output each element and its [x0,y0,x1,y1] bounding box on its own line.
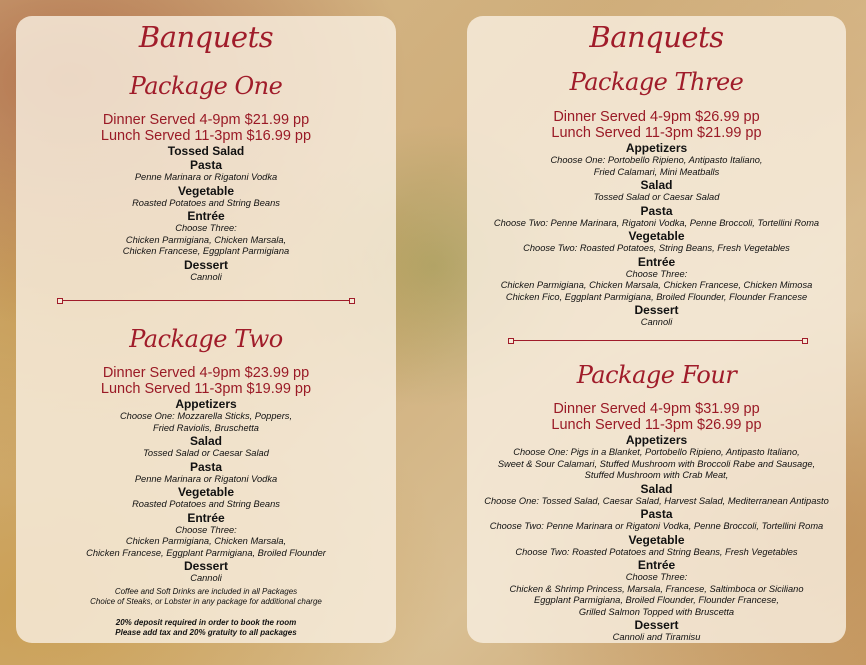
course-detail: Chicken Francese, Eggplant Parmigiana, Broiled Flounder [86,547,326,558]
course-heading: Entrée [187,209,225,223]
package-three-title: Package Three [569,68,744,96]
course-detail: Choose Three: [625,268,688,279]
section-divider [511,340,805,341]
course-heading: Appetizers [175,397,237,411]
course-detail: Choose Two: Roasted Potatoes, String Beans, Fresh Vegetables [523,243,790,253]
course-heading: Entrée [637,254,676,269]
dinner-price: Dinner Served 4-9pm $21.99 pp [102,112,310,128]
course-heading: Vegetable [628,229,685,243]
left-menu-panel [16,16,396,643]
package-one-block [16,112,396,283]
dinner-price: Dinner Served 4-9pm $31.99 pp [553,401,760,417]
course-heading: Vegetable [177,485,235,499]
course-detail: Chicken Parmigiana, Chicken Marsala, [125,234,287,245]
course-heading: Salad [640,178,673,192]
course-detail: Choose One: Tossed Salad, Caesar Salad, Harvest Salad, Mediterranean Antipasto [484,495,829,506]
dinner-price: Dinner Served 4-9pm $26.99 pp [553,109,760,125]
right-menu-panel [467,16,846,643]
package-sections [467,434,846,644]
package-two-title: Package Two [129,325,283,353]
course-detail: Cannoli [190,573,222,583]
course-detail: Roasted Potatoes and String Beans [132,499,280,509]
course-detail: Chicken Francese, Eggplant Parmigiana [122,246,290,256]
course-heading: Dessert [183,559,229,573]
course-heading: Salad [640,481,673,496]
dinner-price: Dinner Served 4-9pm $23.99 pp [102,365,310,381]
course-detail: Grilled Salmon Topped with Bruscetta [578,606,735,617]
course-detail: Choose Two: Roasted Potatoes and String Beans, Fresh Vegetables [515,546,798,557]
course-heading: Dessert [634,618,679,632]
course-detail: Choose Two: Penne Marinara, Rigatoni Vodka, Penne Broccoli, Tortellini Roma [493,217,820,228]
course-detail: Penne Marinara or Rigatoni Vodka [134,172,278,182]
course-heading: Entrée [637,558,676,572]
course-detail: Cannoli [190,271,222,282]
package-sections [16,398,396,585]
course-detail: Choose Two: Penne Marinara or Rigatoni Vodka, Penne Broccoli, Tortellini Roma [489,521,824,531]
included-notes [16,587,396,607]
course-heading: Pasta [189,158,223,172]
package-sections [467,142,846,329]
package-four-title: Package Four [576,361,737,389]
course-detail: Chicken Parmigiana, Chicken Marsala, Chicken Francese, Chicken Mimosa [500,280,813,290]
course-detail: Chicken Fico, Eggplant Parmigiana, Broiled Flounder, Flounder Francese [505,291,808,302]
package-three-block [467,109,846,329]
course-detail: Tossed Salad or Caesar Salad [593,192,720,202]
course-detail: Choose One: Mozzarella Sticks, Poppers, [119,411,293,421]
course-detail: Eggplant Parmigiana, Broiled Flounder, Flounder Francese, [534,595,779,605]
course-heading: Pasta [640,507,673,521]
note-line: Choice of Steaks, or Lobster in any package for additional charge [90,597,322,606]
course-heading: Appetizers [625,433,688,447]
course-heading: Pasta [640,203,673,218]
course-heading: Entrée [187,510,225,525]
course-detail: Fried Raviolis, Bruschetta [153,422,259,433]
policy-notes [16,618,396,638]
course-detail: Cannoli [640,317,673,327]
course-heading: Dessert [183,257,229,272]
course-heading: Dessert [634,303,679,317]
course-detail: Choose One: Portobello Ripieno, Antipasto Italiano, [550,155,763,165]
course-detail: Stuffed Mushroom with Crab Meat, [584,470,729,480]
lunch-price: Lunch Served 11-3pm $26.99 pp [551,417,762,433]
course-detail: Choose Three: [175,524,237,535]
course-detail: Tossed Salad or Caesar Salad [143,448,269,458]
package-one-title: Package One [129,72,283,100]
section-divider [60,300,352,301]
course-detail: Penne Marinara or Rigatoni Vodka [134,473,278,484]
course-heading: Salad [189,434,222,448]
lunch-price: Lunch Served 11-3pm $19.99 pp [100,381,312,397]
course-heading: Appetizers [625,141,688,155]
course-detail: Fried Calamari, Mini Meatballs [593,166,720,177]
course-detail: Sweet & Sour Calamari, Stuffed Mushroom with Broccoli Rabe and Sausage, [497,458,816,469]
course-detail: Choose Three: [625,572,688,582]
course-heading: Pasta [189,459,223,474]
lunch-price: Lunch Served 11-3pm $21.99 pp [551,125,762,141]
course-detail: Chicken & Shrimp Princess, Marsala, Francese, Saltimboca or Siciliano [509,583,804,594]
course-detail: Roasted Potatoes and String Beans [132,197,280,208]
course-detail: Choose One: Pigs in a Blanket, Portobello Ripieno, Antipasto Italiano, [513,447,800,457]
course-detail: Choose Three: [175,223,237,233]
policy-line: 20% deposit required in order to book the room [115,618,297,627]
note-line: Coffee and Soft Drinks are included in all Packages [114,587,298,596]
course-detail: Chicken Parmigiana, Chicken Marsala, [125,536,287,546]
banquets-banner: Banquets [589,20,724,54]
course-detail: Cannoli and Tiramisu [612,632,701,642]
course-heading: Vegetable [628,532,685,547]
package-two-block [16,365,396,585]
policy-line: Please add tax and 20% gratuity to all packages [115,628,297,637]
banquets-banner: Banquets [138,20,274,54]
lunch-price: Lunch Served 11-3pm $16.99 pp [100,128,312,144]
package-four-block [467,401,846,644]
course-heading: Vegetable [177,183,235,198]
package-sections [16,145,396,283]
course-heading: Tossed Salad [167,144,245,158]
